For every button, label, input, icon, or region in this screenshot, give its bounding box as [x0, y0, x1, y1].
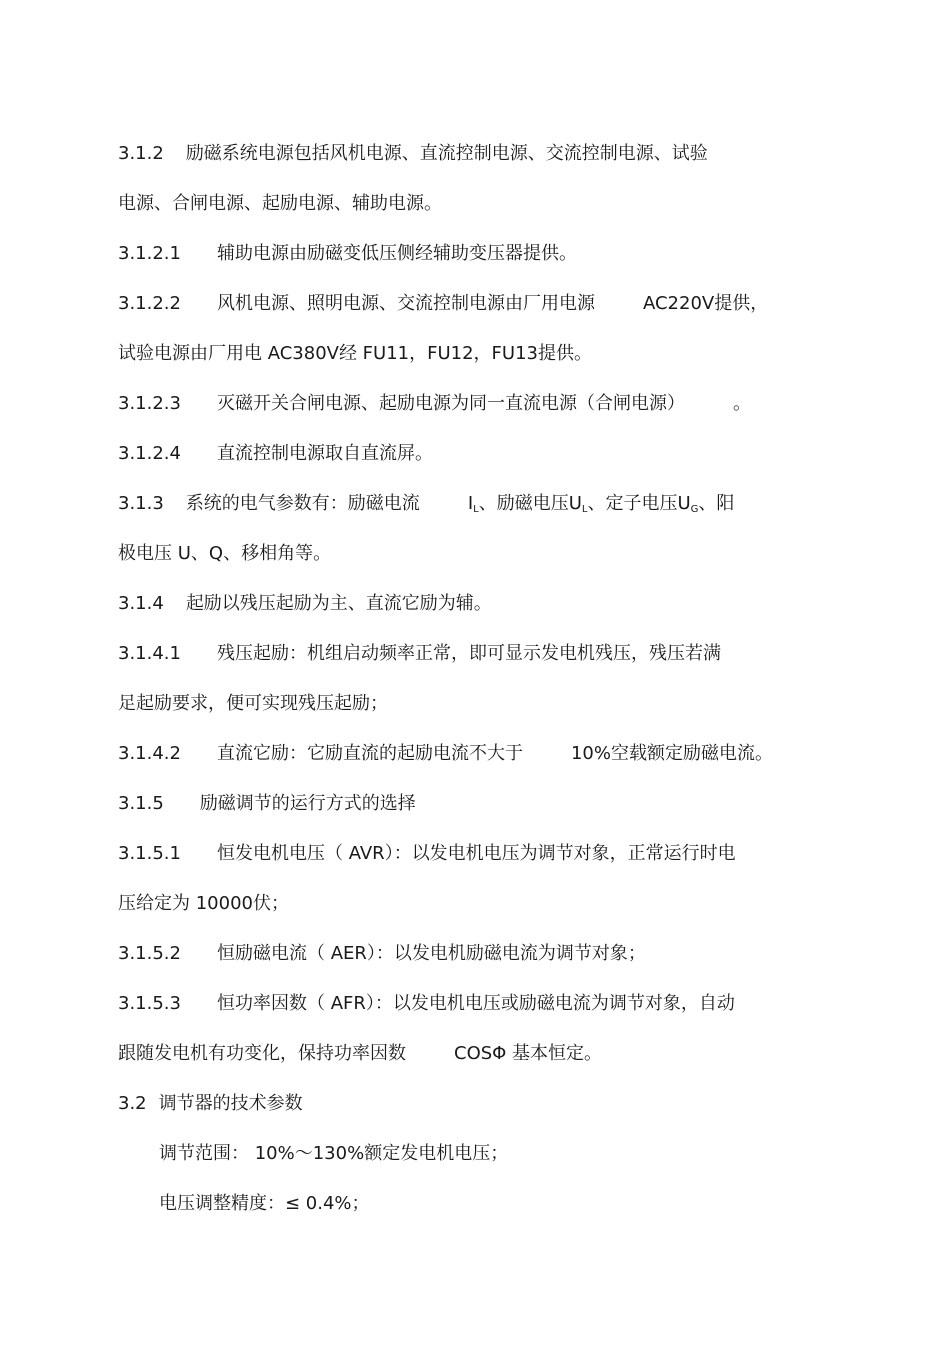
section-number: 3.2 [118, 1093, 147, 1114]
para-continuation [118, 542, 331, 566]
section-number: 3.1.4.1 [118, 643, 181, 664]
para-continuation [118, 692, 388, 716]
para-text: 恒功率因数（ AFR）：以发电机电压或励磁电流为调节对象，自动 [216, 993, 735, 1014]
para-3-2 [118, 1092, 303, 1116]
section-number: 3.1.2.4 [118, 443, 181, 464]
para-continuation [118, 892, 289, 916]
subscript: L [581, 504, 588, 515]
para-3-1-5-3 [118, 992, 735, 1016]
para-text: 直流控制电源取自直流屏。 [216, 443, 433, 464]
section-number: 3.1.5.2 [118, 943, 181, 964]
section-number: 3.1.2 [118, 143, 164, 164]
section-number: 3.1.4 [118, 593, 164, 614]
para-text: 、阳 [698, 493, 735, 514]
para-text-tail: 。 [732, 393, 751, 414]
para-text: 辅助电源由励磁变低压侧经辅助变压器提供。 [216, 243, 577, 264]
para-text: 起励以残压起励为主、直流它励为辅。 [185, 593, 492, 614]
para-3-1-4-1 [118, 642, 721, 666]
section-number: 3.1.5.3 [118, 993, 181, 1014]
para-text: 、励磁电压U [478, 493, 582, 514]
para-continuation [118, 342, 592, 366]
para-3-1-3 [118, 492, 734, 522]
para-3-1-2-4 [118, 442, 433, 466]
para-text: 试验电源由厂用电 AC380V经 FU11，FU12，FU13提供。 [118, 343, 592, 364]
para-continuation [118, 1042, 602, 1066]
para-text: 励磁调节的运行方式的选择 [199, 793, 416, 814]
para-text: 残压起励：机组启动频率正常，即可显示发电机残压，残压若满 [216, 643, 721, 664]
subscript: G [690, 504, 699, 515]
section-number: 3.1.5 [118, 793, 164, 814]
para-text-tail: COSΦ 基本恒定。 [454, 1043, 603, 1064]
section-number: 3.1.2.3 [118, 393, 181, 414]
para-3-1-5 [118, 792, 416, 816]
section-number: 3.1.4.2 [118, 743, 181, 764]
section-number: 3.1.3 [118, 493, 164, 514]
para-text: 电压调整精度：≤ 0.4%； [159, 1193, 370, 1214]
para-3-1-2-1 [118, 242, 577, 266]
section-number: 3.1.2.1 [118, 243, 181, 264]
para-3-1-5-1 [118, 842, 736, 866]
para-text: 电源、合闸电源、起励电源、辅助电源。 [118, 193, 442, 214]
symbol-I: I [467, 493, 474, 514]
para-3-1-2-3 [118, 392, 751, 416]
param-voltage-accuracy [159, 1192, 370, 1216]
para-text: 、定子电压U [587, 493, 691, 514]
para-text: 风机电源、照明电源、交流控制电源由厂用电源 [216, 293, 595, 314]
section-number: 3.1.5.1 [118, 843, 181, 864]
para-text: 系统的电气参数有：励磁电流 [185, 493, 420, 514]
para-text: 恒励磁电流（ AER）：以发电机励磁电流为调节对象； [216, 943, 646, 964]
para-text-tail: 10%空载额定励磁电流。 [570, 743, 773, 764]
param-adjust-range [159, 1142, 508, 1166]
para-text: 调节范围： 10%～130%额定发电机电压； [159, 1143, 509, 1164]
para-text: 励磁系统电源包括风机电源、直流控制电源、交流控制电源、试验 [185, 143, 708, 164]
para-text: 足起励要求，便可实现残压起励； [118, 693, 388, 714]
para-text: 极电压 U、Q、移相角等。 [118, 543, 332, 564]
para-text: 直流它励：它励直流的起励电流不大于 [216, 743, 523, 764]
para-3-1-4 [118, 592, 492, 616]
para-text: 恒发电机电压（ AVR）：以发电机电压为调节对象，正常运行时电 [216, 843, 736, 864]
para-3-1-5-2 [118, 942, 646, 966]
para-3-1-4-2 [118, 742, 773, 766]
subscript: L [473, 504, 479, 515]
para-3-1-2 [118, 142, 708, 166]
para-3-1-2-2 [118, 292, 768, 316]
para-text: 灭磁开关合闸电源、起励电源为同一直流电源（合闸电源） [216, 393, 685, 414]
para-continuation [118, 192, 442, 216]
para-text: 压给定为 10000伏； [118, 893, 289, 914]
para-text-tail: AC220V提供， [642, 293, 769, 314]
para-text: 调节器的技术参数 [158, 1093, 303, 1114]
para-text: 跟随发电机有功变化，保持功率因数 [118, 1043, 406, 1064]
section-number: 3.1.2.2 [118, 293, 181, 314]
